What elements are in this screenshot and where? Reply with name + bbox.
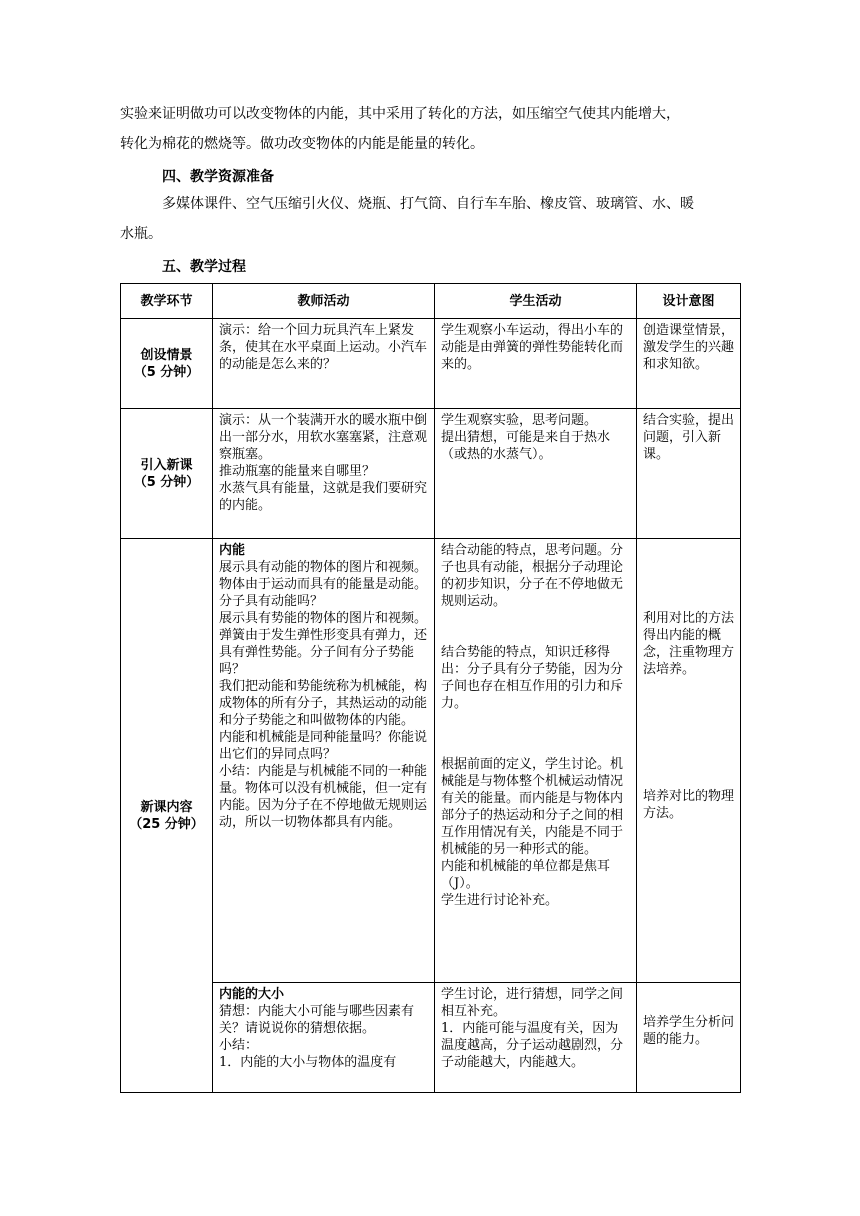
stage-duration: （5 分钟） bbox=[133, 474, 200, 490]
intent-text: 利用对比的方法得出内能的概念，注重物理方法培养。 bbox=[643, 611, 735, 677]
teacher-cell: 演示：给一个回力玩具汽车上紧发条，使其在水平桌面上运动。小汽车的动能是怎么来的？ bbox=[213, 319, 435, 409]
intro-line-1: 实验来证明做功可以改变物体的内能，其中采用了转化的方法，如压缩空气使其内能增大， bbox=[120, 106, 680, 122]
intro-line-2: 转化为棉花的燃烧等。做功改变物体的内能是能量的转化。 bbox=[120, 136, 484, 152]
student-cell bbox=[435, 539, 637, 983]
intent-text: 培养对比的物理方法。 bbox=[643, 789, 735, 821]
teacher-text: 弹簧由于发生弹性形变具有弹力，还具有弹性势能。分子间有分子势能吗？ bbox=[219, 628, 428, 677]
table-row bbox=[121, 983, 741, 1093]
teacher-text: 1．内能的大小与物体的温度有 bbox=[219, 1055, 397, 1070]
header-teacher: 教师活动 bbox=[213, 284, 435, 319]
table-row bbox=[121, 319, 741, 409]
section4-heading: 四、教学资源准备 bbox=[162, 169, 274, 185]
intent-cell: 结合实验，提出问题，引入新课。 bbox=[637, 409, 741, 539]
teacher-text: 内能和机械能是同种能量吗？你能说出它们的异同点吗？ bbox=[219, 730, 428, 762]
teacher-cell bbox=[213, 539, 435, 983]
student-text: 根据前面的定义，学生讨论。机械能是与物体整个机械运动情况有关的能量。而内能是与物体内部分子的热运动和分子之间的相互作用情况有关，内能是不同于机械能的另一种形式的能。 bbox=[441, 757, 624, 857]
section4-paragraph bbox=[120, 193, 740, 245]
stage-duration: （25 分钟） bbox=[129, 816, 204, 832]
student-text: 结合动能的特点，思考问题。分子也具有动能，根据分子动理论的初步知识，分子在不停地做无规则运动。 bbox=[441, 543, 624, 609]
student-text: 内能和机械能的单位都是焦耳（J）。 bbox=[441, 859, 611, 891]
stage-cell bbox=[121, 409, 213, 539]
header-intent: 设计意图 bbox=[637, 284, 741, 319]
stage-name: 新课内容 bbox=[140, 799, 193, 815]
teacher-text: 小结： bbox=[219, 1038, 259, 1053]
teacher-subtitle: 内能的大小 bbox=[219, 987, 285, 1002]
teacher-text: 展示具有动能的物体的图片和视频。 bbox=[219, 560, 428, 575]
stage-name: 创设情景 bbox=[140, 347, 193, 363]
header-student: 学生活动 bbox=[435, 284, 637, 319]
teacher-text: 推动瓶塞的能量来自哪里？ bbox=[219, 464, 376, 479]
teacher-text: 我们把动能和势能统称为机械能，构成物体的所有分子，其热运动的动能和分子势能之和叫做物体的内能。 bbox=[219, 679, 428, 728]
stage-duration: （5 分钟） bbox=[133, 364, 200, 380]
section4-line-1: 多媒体课件、空气压缩引火仪、烧瓶、打气筒、自行车车胎、橡皮管、玻璃管、水、暖 bbox=[162, 196, 694, 212]
intent-cell bbox=[637, 539, 741, 983]
stage-name: 引入新课 bbox=[140, 457, 193, 473]
student-text: 学生观察实验，思考问题。 bbox=[441, 413, 598, 428]
student-text: 学生讨论，进行猜想，同学之间相互补充。 bbox=[441, 987, 624, 1019]
teacher-cell bbox=[213, 983, 435, 1093]
student-text: 学生进行讨论补充。 bbox=[441, 893, 559, 908]
table-row bbox=[121, 539, 741, 983]
teacher-text: 展示具有势能的物体的图片和视频。 bbox=[219, 611, 428, 626]
teacher-text: 水蒸气具有能量，这就是我们要研究的内能。 bbox=[219, 481, 428, 513]
stage-cell bbox=[121, 539, 213, 1093]
teacher-text: 演示：从一个装满开水的暖水瓶中倒出一部分水，用软水塞塞紧，注意观察瓶塞。 bbox=[219, 413, 428, 462]
intent-cell: 创造课堂情景，激发学生的兴趣和求知欲。 bbox=[637, 319, 741, 409]
student-text: 提出猜想，可能是来自于热水（或热的水蒸气）。 bbox=[441, 430, 611, 462]
intent-cell bbox=[637, 983, 741, 1093]
section5-heading: 五、教学过程 bbox=[162, 259, 246, 275]
teacher-subtitle: 内能 bbox=[219, 543, 246, 558]
stage-cell bbox=[121, 319, 213, 409]
intent-text: 培养学生分析问题的能力。 bbox=[643, 1015, 735, 1047]
student-text: 1．内能可能与温度有关，因为温度越高，分子运动越剧烈，分子动能越大，内能越大。 bbox=[441, 1021, 624, 1070]
student-cell bbox=[435, 983, 637, 1093]
teacher-text: 物体由于运动而具有的能量是动能。分子具有动能吗？ bbox=[219, 577, 428, 609]
section4-line-2: 水瓶。 bbox=[120, 226, 162, 242]
header-stage: 教学环节 bbox=[121, 284, 213, 319]
intro-paragraph bbox=[120, 103, 740, 155]
teaching-process-table bbox=[120, 283, 741, 1093]
student-cell bbox=[435, 409, 637, 539]
teacher-text: 猜想：内能大小可能与哪些因素有关？请说说你的猜想依据。 bbox=[219, 1004, 415, 1036]
teacher-cell bbox=[213, 409, 435, 539]
table-header-row bbox=[121, 284, 741, 319]
teacher-text: 小结：内能是与机械能不同的一种能量。物体可以没有机械能，但一定有内能。因为分子在不停地做无规则运动，所以一切物体都具有内能。 bbox=[219, 764, 428, 830]
student-cell: 学生观察小车运动，得出小车的动能是由弹簧的弹性势能转化而来的。 bbox=[435, 319, 637, 409]
table-row bbox=[121, 409, 741, 539]
student-text: 结合势能的特点，知识迁移得出：分子具有分子势能，因为分子间也存在相互作用的引力和斥力。 bbox=[441, 645, 624, 711]
